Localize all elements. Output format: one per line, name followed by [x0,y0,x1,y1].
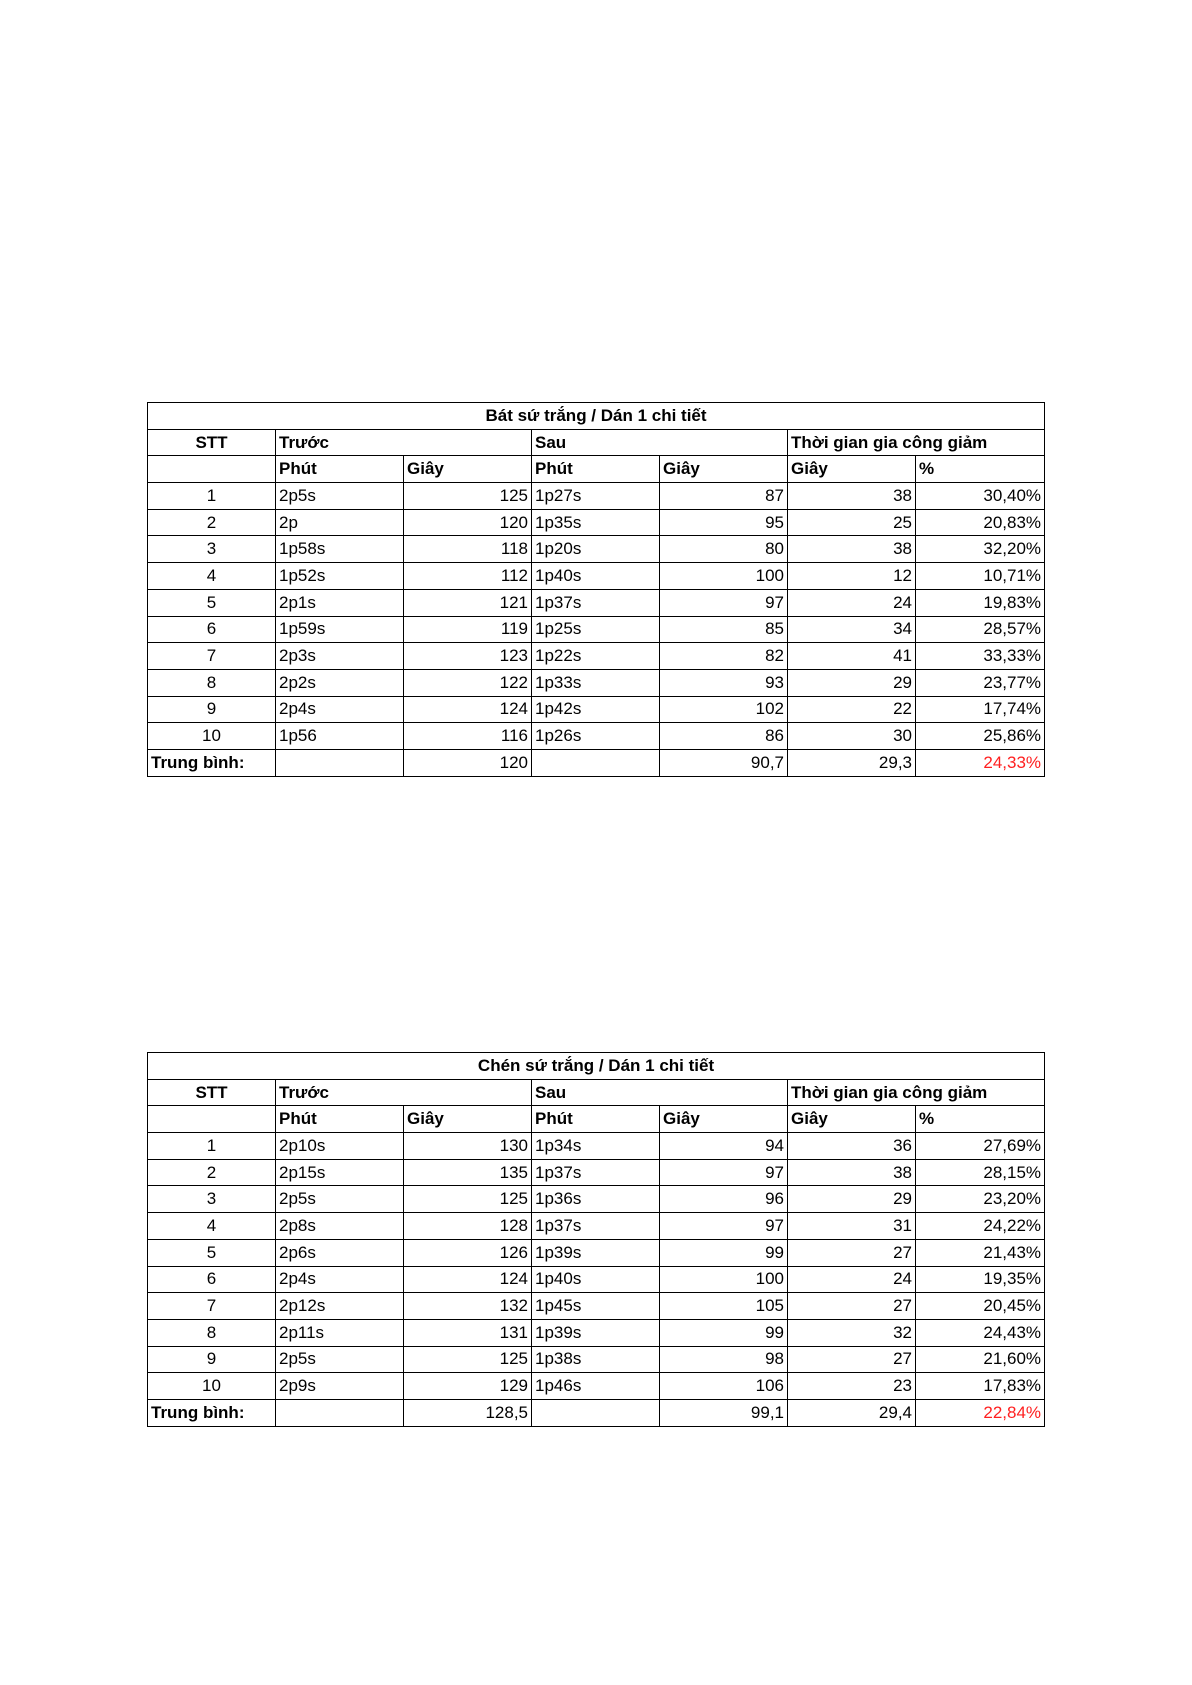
sau-giay-cell: 105 [660,1293,788,1320]
table-row [148,563,1045,590]
giam-pct-cell: 20,45% [916,1293,1045,1320]
truoc-header: Trước [276,429,532,456]
sau-giay-cell: 94 [660,1133,788,1160]
truoc-phut-cell: 1p52s [276,563,404,590]
sau-giay-header: Giây [660,1106,788,1133]
giam-giay-header: Giây [788,1106,916,1133]
table-row [148,536,1045,563]
table-row [148,669,1045,696]
giam-giay-cell: 27 [788,1346,916,1373]
sau-phut-cell: 1p36s [532,1186,660,1213]
truoc-header: Trước [276,1079,532,1106]
truoc-giay-cell: 123 [404,643,532,670]
sau-giay-cell: 97 [660,1159,788,1186]
truoc-phut-cell: 1p58s [276,536,404,563]
truoc-giay-cell: 120 [404,509,532,536]
giam-header: Thời gian gia công giảm [788,1079,1045,1106]
sau-phut-cell: 1p45s [532,1293,660,1320]
truoc-giay-cell: 118 [404,536,532,563]
table-row [148,723,1045,750]
truoc-giay-cell: 122 [404,669,532,696]
sau-header: Sau [532,429,788,456]
average-truoc-phut [276,1399,404,1426]
giam-giay-cell: 27 [788,1239,916,1266]
truoc-phut-cell: 2p12s [276,1293,404,1320]
stt-cell: 10 [148,723,276,750]
truoc-phut-header: Phút [276,456,404,483]
stt-cell: 2 [148,509,276,536]
average-sau-giay: 90,7 [660,749,788,776]
stt-cell: 7 [148,643,276,670]
giam-pct-cell: 25,86% [916,723,1045,750]
sau-phut-cell: 1p37s [532,589,660,616]
giam-pct-header: % [916,456,1045,483]
sau-phut-cell: 1p34s [532,1133,660,1160]
truoc-giay-cell: 131 [404,1319,532,1346]
truoc-phut-cell: 2p5s [276,483,404,510]
sau-phut-header: Phút [532,1106,660,1133]
giam-pct-cell: 27,69% [916,1133,1045,1160]
sau-giay-cell: 86 [660,723,788,750]
giam-pct-cell: 19,35% [916,1266,1045,1293]
sau-giay-cell: 99 [660,1239,788,1266]
sau-phut-cell: 1p46s [532,1373,660,1400]
sau-phut-cell: 1p40s [532,563,660,590]
sau-giay-cell: 100 [660,563,788,590]
sau-giay-cell: 99 [660,1319,788,1346]
average-giam-giay: 29,4 [788,1399,916,1426]
stt-cell: 6 [148,1266,276,1293]
giam-pct-cell: 24,43% [916,1319,1045,1346]
sau-giay-cell: 106 [660,1373,788,1400]
truoc-giay-cell: 129 [404,1373,532,1400]
average-truoc-giay: 128,5 [404,1399,532,1426]
giam-giay-cell: 24 [788,1266,916,1293]
giam-giay-cell: 12 [788,563,916,590]
truoc-giay-header: Giây [404,456,532,483]
bat-su-trang-table [147,402,1045,777]
truoc-giay-cell: 132 [404,1293,532,1320]
sau-phut-cell: 1p37s [532,1213,660,1240]
truoc-phut-cell: 2p3s [276,643,404,670]
stt-cell: 3 [148,536,276,563]
stt-header: STT [148,1079,276,1106]
stt-cell: 10 [148,1373,276,1400]
sau-giay-cell: 82 [660,643,788,670]
truoc-phut-cell: 2p10s [276,1133,404,1160]
truoc-phut-cell: 2p2s [276,669,404,696]
sau-giay-cell: 87 [660,483,788,510]
sau-giay-cell: 95 [660,509,788,536]
table-row [148,509,1045,536]
table-row [148,1346,1045,1373]
sau-phut-cell: 1p26s [532,723,660,750]
truoc-giay-cell: 119 [404,616,532,643]
giam-giay-cell: 38 [788,483,916,510]
sau-giay-cell: 97 [660,1213,788,1240]
stt-cell: 4 [148,1213,276,1240]
truoc-phut-cell: 2p1s [276,589,404,616]
average-row [148,1399,1045,1426]
giam-giay-cell: 29 [788,1186,916,1213]
table-row [148,1266,1045,1293]
sau-phut-cell: 1p37s [532,1159,660,1186]
giam-pct-cell: 30,40% [916,483,1045,510]
truoc-giay-cell: 121 [404,589,532,616]
giam-pct-cell: 23,20% [916,1186,1045,1213]
stt-subheader-empty [148,456,276,483]
giam-giay-cell: 34 [788,616,916,643]
sau-phut-cell: 1p25s [532,616,660,643]
giam-pct-cell: 24,22% [916,1213,1045,1240]
giam-giay-header: Giây [788,456,916,483]
giam-pct-cell: 21,60% [916,1346,1045,1373]
truoc-giay-cell: 130 [404,1133,532,1160]
average-sau-phut [532,1399,660,1426]
stt-cell: 5 [148,1239,276,1266]
stt-cell: 8 [148,669,276,696]
stt-cell: 1 [148,1133,276,1160]
average-truoc-giay: 120 [404,749,532,776]
table-title: Chén sứ trắng / Dán 1 chi tiết [148,1053,1045,1080]
average-giam-pct: 24,33% [916,749,1045,776]
sau-phut-cell: 1p22s [532,643,660,670]
sau-phut-cell: 1p39s [532,1239,660,1266]
giam-pct-cell: 17,74% [916,696,1045,723]
giam-giay-cell: 30 [788,723,916,750]
giam-pct-cell: 28,57% [916,616,1045,643]
table-row [148,1373,1045,1400]
giam-pct-header: % [916,1106,1045,1133]
stt-cell: 6 [148,616,276,643]
giam-giay-cell: 38 [788,536,916,563]
truoc-phut-cell: 2p11s [276,1319,404,1346]
truoc-giay-cell: 116 [404,723,532,750]
sau-phut-cell: 1p38s [532,1346,660,1373]
table-row [148,1186,1045,1213]
sau-phut-cell: 1p35s [532,509,660,536]
truoc-giay-cell: 112 [404,563,532,590]
stt-cell: 9 [148,1346,276,1373]
sau-header: Sau [532,1079,788,1106]
sau-giay-cell: 100 [660,1266,788,1293]
table-row [148,1213,1045,1240]
average-sau-phut [532,749,660,776]
giam-pct-cell: 32,20% [916,536,1045,563]
giam-giay-cell: 24 [788,589,916,616]
truoc-giay-header: Giây [404,1106,532,1133]
truoc-phut-cell: 2p4s [276,696,404,723]
sau-phut-cell: 1p39s [532,1319,660,1346]
table-row [148,643,1045,670]
chen-su-trang-table [147,1052,1045,1427]
stt-cell: 5 [148,589,276,616]
truoc-phut-cell: 2p4s [276,1266,404,1293]
average-giam-pct: 22,84% [916,1399,1045,1426]
giam-pct-cell: 23,77% [916,669,1045,696]
sau-phut-cell: 1p33s [532,669,660,696]
truoc-giay-cell: 128 [404,1213,532,1240]
sau-phut-cell: 1p27s [532,483,660,510]
giam-giay-cell: 38 [788,1159,916,1186]
sau-giay-cell: 98 [660,1346,788,1373]
sau-giay-cell: 97 [660,589,788,616]
sau-giay-cell: 93 [660,669,788,696]
truoc-giay-cell: 125 [404,1346,532,1373]
table-subheader-row [148,1106,1045,1133]
truoc-phut-header: Phút [276,1106,404,1133]
table-header-row [148,1079,1045,1106]
table-title: Bát sứ trắng / Dán 1 chi tiết [148,403,1045,430]
table-subheader-row [148,456,1045,483]
sau-giay-cell: 80 [660,536,788,563]
average-label: Trung bình: [148,1399,276,1426]
stt-cell: 8 [148,1319,276,1346]
giam-giay-cell: 41 [788,643,916,670]
sau-giay-header: Giây [660,456,788,483]
giam-giay-cell: 22 [788,696,916,723]
truoc-phut-cell: 1p59s [276,616,404,643]
giam-header: Thời gian gia công giảm [788,429,1045,456]
stt-cell: 7 [148,1293,276,1320]
sau-phut-cell: 1p42s [532,696,660,723]
truoc-phut-cell: 2p15s [276,1159,404,1186]
table-row [148,1239,1045,1266]
table-row [148,1159,1045,1186]
table-body [148,403,1045,777]
sau-phut-header: Phút [532,456,660,483]
truoc-phut-cell: 2p8s [276,1213,404,1240]
truoc-phut-cell: 2p6s [276,1239,404,1266]
truoc-phut-cell: 2p [276,509,404,536]
stt-cell: 2 [148,1159,276,1186]
truoc-giay-cell: 125 [404,483,532,510]
table-row [148,1319,1045,1346]
sau-phut-cell: 1p40s [532,1266,660,1293]
average-giam-giay: 29,3 [788,749,916,776]
average-row [148,749,1045,776]
average-sau-giay: 99,1 [660,1399,788,1426]
giam-giay-cell: 29 [788,669,916,696]
truoc-phut-cell: 1p56 [276,723,404,750]
truoc-giay-cell: 125 [404,1186,532,1213]
stt-cell: 4 [148,563,276,590]
giam-pct-cell: 19,83% [916,589,1045,616]
stt-cell: 1 [148,483,276,510]
giam-pct-cell: 28,15% [916,1159,1045,1186]
truoc-phut-cell: 2p5s [276,1346,404,1373]
giam-pct-cell: 33,33% [916,643,1045,670]
truoc-giay-cell: 126 [404,1239,532,1266]
giam-pct-cell: 10,71% [916,563,1045,590]
truoc-giay-cell: 135 [404,1159,532,1186]
average-truoc-phut [276,749,404,776]
giam-giay-cell: 27 [788,1293,916,1320]
table-row [148,1133,1045,1160]
giam-giay-cell: 23 [788,1373,916,1400]
sau-giay-cell: 102 [660,696,788,723]
sau-phut-cell: 1p20s [532,536,660,563]
stt-header: STT [148,429,276,456]
giam-giay-cell: 36 [788,1133,916,1160]
average-label: Trung bình: [148,749,276,776]
giam-giay-cell: 25 [788,509,916,536]
table-row [148,1293,1045,1320]
truoc-phut-cell: 2p5s [276,1186,404,1213]
sau-giay-cell: 85 [660,616,788,643]
sau-giay-cell: 96 [660,1186,788,1213]
table-title-row [148,1053,1045,1080]
table-header-row [148,429,1045,456]
giam-giay-cell: 32 [788,1319,916,1346]
truoc-giay-cell: 124 [404,1266,532,1293]
stt-cell: 3 [148,1186,276,1213]
stt-subheader-empty [148,1106,276,1133]
giam-pct-cell: 20,83% [916,509,1045,536]
table-body [148,1053,1045,1427]
table-row [148,696,1045,723]
table-row [148,483,1045,510]
giam-pct-cell: 17,83% [916,1373,1045,1400]
truoc-phut-cell: 2p9s [276,1373,404,1400]
truoc-giay-cell: 124 [404,696,532,723]
stt-cell: 9 [148,696,276,723]
giam-giay-cell: 31 [788,1213,916,1240]
table-row [148,589,1045,616]
table-title-row [148,403,1045,430]
table-row [148,616,1045,643]
giam-pct-cell: 21,43% [916,1239,1045,1266]
